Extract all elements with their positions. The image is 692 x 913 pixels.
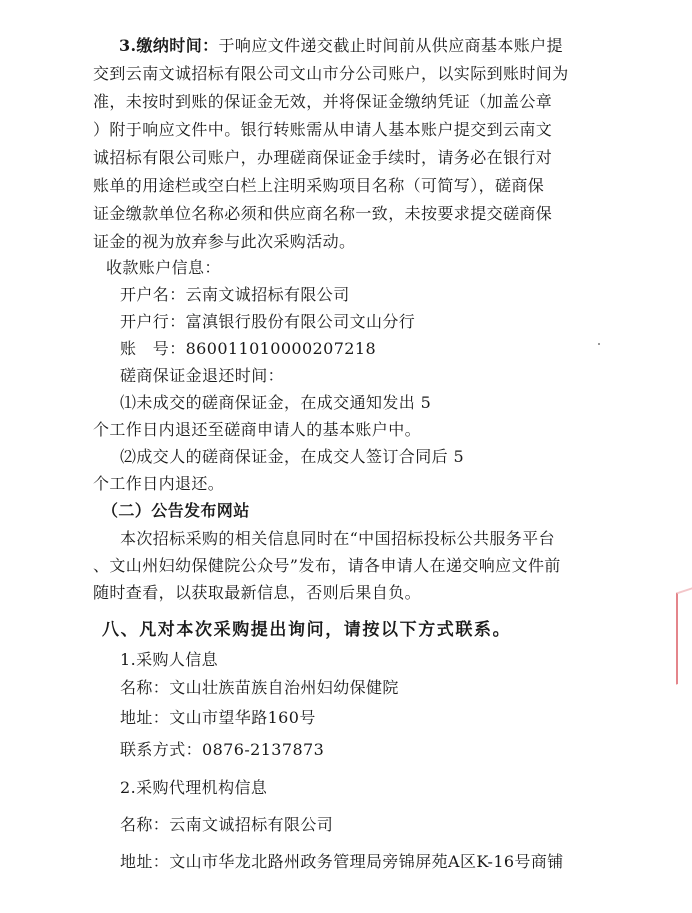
account-number: 账 号：860011010000207218 [120,339,377,358]
agent-title: 2.采购代理机构信息 [120,778,268,797]
section3-line-1 [119,36,563,56]
section3-line-3: 准，未按时到账的保证金无效，并将保证金缴纳凭证（加盖公章 [93,92,553,111]
buyer-name: 名称：文山壮族苗族自治州妇幼保健院 [120,678,399,697]
account-holder: 开户名：云南文诚招标有限公司 [120,285,350,304]
announce-line-1: 本次招标采购的相关信息同时在“中国招标投标公共服务平台 [120,529,555,548]
agent-name: 名称：云南文诚招标有限公司 [120,815,334,834]
account-bank: 开户行：富滇银行股份有限公司文山分行 [120,312,416,331]
section3-label: 3.缴纳时间： [119,36,219,55]
refund-item2-line-2: 个工作日内退还。 [93,474,225,493]
section3-line-5: 诚招标有限公司账户，办理磋商保证金手续时，请务必在银行对 [93,148,553,167]
refund-item1-line-2: 个工作日内退还至磋商申请人的基本账户中。 [93,420,422,439]
section3-line-2: 交到云南文诚招标有限公司文山市分公司账户，以实际到账时间为 [93,64,569,83]
section3-line-4: ）附于响应文件中。银行转账需从申请人基本账户提交到云南文 [93,120,553,139]
account-heading: 收款账户信息： [106,258,221,277]
buyer-title: 1.采购人信息 [120,650,219,669]
stamp-edge-mark [676,587,692,684]
section3-text-1: 于响应文件递交截止时间前从供应商基本账户提 [218,36,563,55]
refund-item2-line-1: ⑵成交人的磋商保证金，在成交人签订合同后 5 [120,447,465,466]
announce-line-2: 、文山州妇幼保健院公众号”发布，请各申请人在递交响应文件前 [93,556,561,575]
buyer-phone: 联系方式：0876-2137873 [120,740,325,759]
contact-heading: 八、凡对本次采购提出询问，请按以下方式联系。 [102,620,512,640]
agent-address: 地址：文山市华龙北路州政务管理局旁锦屏苑A区K-16号商铺 [120,852,564,871]
buyer-address: 地址：文山市望华路160号 [120,708,316,727]
refund-item1-line-1: ⑴未成交的磋商保证金，在成交通知发出 5 [120,393,432,412]
section3-line-8: 证金的视为放弃参与此次采购活动。 [93,232,356,251]
refund-heading: 磋商保证金退还时间： [120,366,285,385]
announce-line-3: 随时查看，以获取最新信息，否则后果自负。 [93,583,422,602]
section3-line-6: 账单的用途栏或空白栏上注明采购项目名称（可简写），磋商保 [93,176,545,195]
announce-heading: （二）公告发布网站 [102,501,250,520]
section3-line-7: 证金缴款单位名称必须和供应商名称一致，未按要求提交磋商保 [93,204,553,223]
scan-speck [598,343,600,345]
